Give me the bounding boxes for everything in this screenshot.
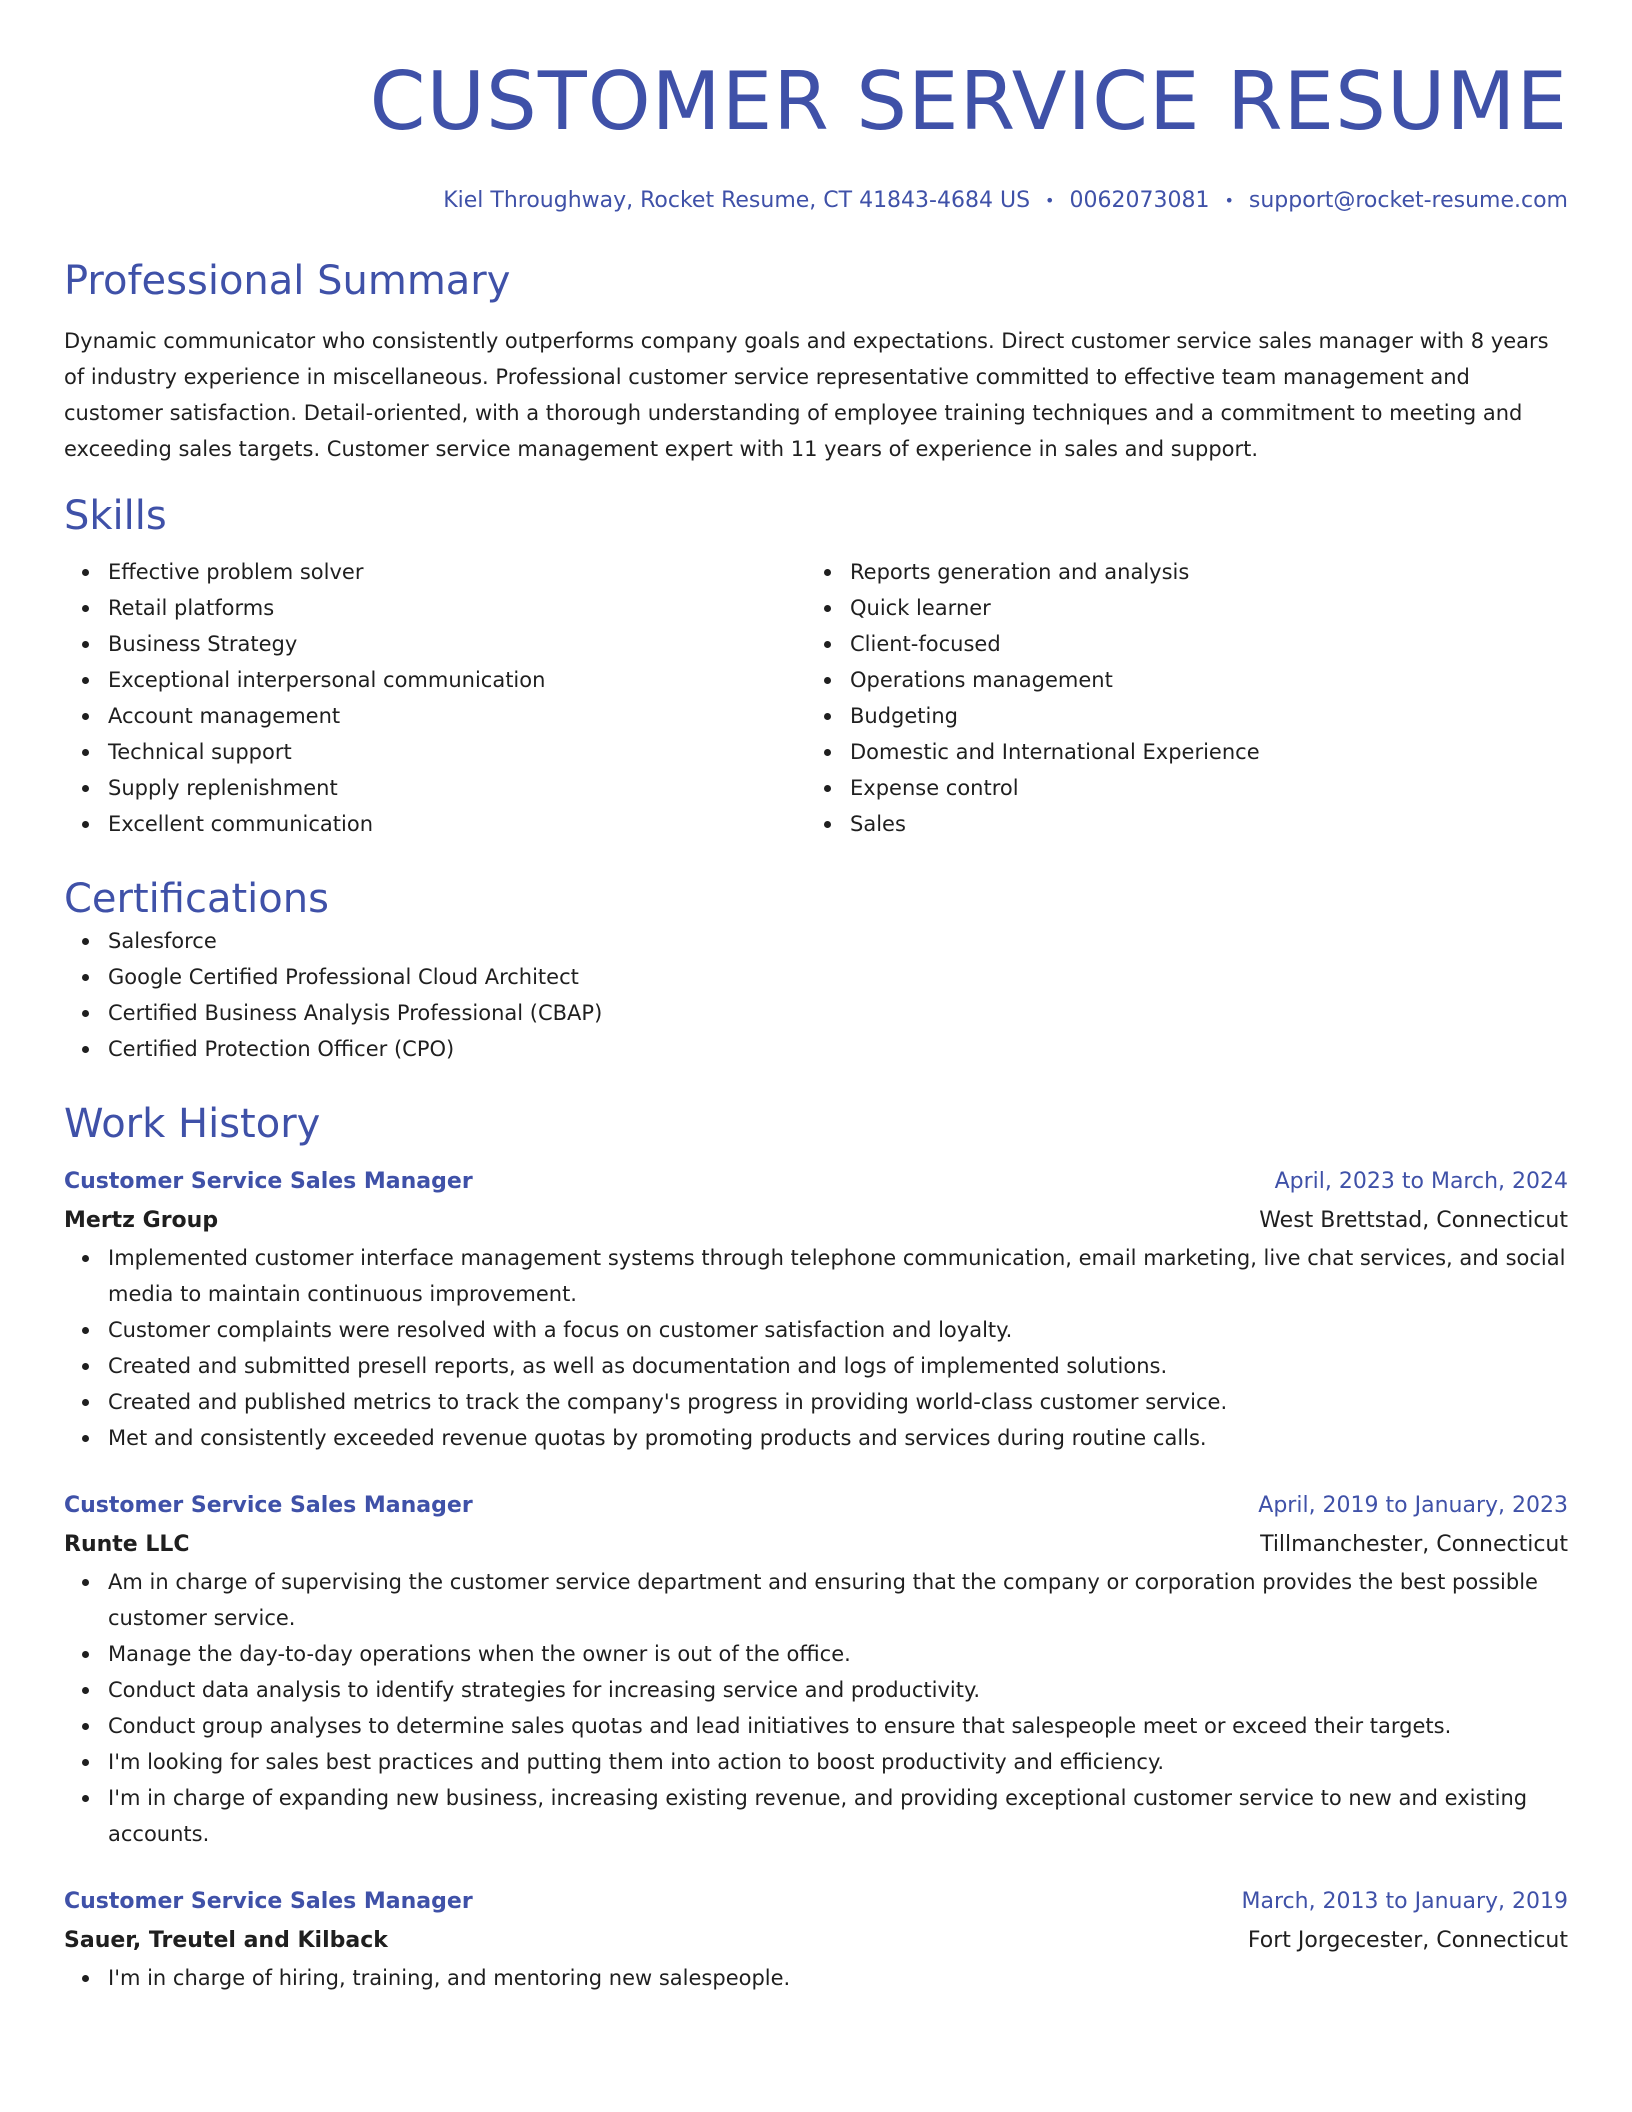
skill-item: Expense control [850,770,1548,806]
job-duty: Conduct data analysis to identify strategies for increasing service and productivity. [108,1672,1568,1708]
contact-address: Kiel Throughway, Rocket Resume, CT 41843-4684 US [443,188,1031,213]
skill-item: Client-focused [850,626,1548,662]
job-company: Sauer, Treutel and Kilback [64,1928,388,1953]
job-company-row [64,1922,1568,1960]
job-duty: Implemented customer interface management systems through telephone communication, email marketing, live chat services, and social media to maintain continuous improvement. [108,1240,1568,1312]
job-entry [64,1882,1568,1996]
skills-column-right [806,554,1548,842]
job-title: Customer Service Sales Manager [64,1889,473,1914]
skills-list-right [806,554,1548,842]
job-duty: Created and published metrics to track the company's progress in providing world-class customer service. [108,1384,1568,1420]
skill-item: Account management [108,698,806,734]
job-duty: Am in charge of supervising the customer service department and ensuring that the company or corporation provides the best possible customer service. [108,1564,1568,1636]
certifications-list [64,923,1568,1067]
job-duties-list [64,1564,1568,1852]
summary-text: Dynamic communicator who consistently outperforms company goals and expectations. Direct customer service sales manager with 8 years of industry experience in miscellaneous. Professional customer service representative committed to effective team management and customer satisfaction. Detail-oriented, with a thorough understanding of employee training techniques and a commitment to meeting and exceeding sales targets. Customer service management expert with 11 years of experience in sales and support. [64,329,1549,461]
job-dates: March, 2013 to January, 2019 [1241,1889,1568,1914]
job-duty: I'm looking for sales best practices and putting them into action to boost productivity and efficiency. [108,1744,1568,1780]
certification-item: Salesforce [108,923,1568,959]
job-dates: April, 2019 to January, 2023 [1258,1493,1568,1518]
job-location: West Brettstad, Connecticut [1259,1208,1568,1233]
job-company: Mertz Group [64,1208,219,1233]
skills-column-left [64,554,806,842]
job-duty: I'm in charge of expanding new business, increasing existing revenue, and providing exceptional customer service to new and existing accounts. [108,1780,1568,1852]
job-dates: April, 2023 to March, 2024 [1274,1169,1568,1194]
skill-item: Retail platforms [108,590,806,626]
certification-item: Certified Business Analysis Professional (CBAP) [108,995,1568,1031]
job-location: Tillmanchester, Connecticut [1260,1532,1568,1557]
skill-item: Operations management [850,662,1548,698]
job-company-row [64,1202,1568,1240]
certifications-heading: Certifications [64,876,329,922]
skill-item: Sales [850,806,1548,842]
job-duty: Customer complaints were resolved with a focus on customer satisfaction and loyalty. [108,1312,1568,1348]
job-title: Customer Service Sales Manager [64,1493,473,1518]
skill-item: Domestic and International Experience [850,734,1548,770]
skill-item: Supply replenishment [108,770,806,806]
job-title: Customer Service Sales Manager [64,1169,473,1194]
contact-separator: • [1224,191,1234,210]
job-duties-list [64,1240,1568,1456]
job-entry [64,1162,1568,1456]
skills-heading: Skills [64,493,167,539]
job-company-row [64,1526,1568,1564]
job-entry [64,1486,1568,1852]
summary-heading: Professional Summary [64,258,511,304]
job-duty: I'm in charge of hiring, training, and mentoring new salespeople. [108,1960,1568,1996]
job-duty: Manage the day-to-day operations when the owner is out of the office. [108,1636,1568,1672]
contact-line [64,187,1568,215]
certification-item: Google Certified Professional Cloud Architect [108,959,1568,995]
work-history-heading: Work History [64,1101,321,1147]
skill-item: Quick learner [850,590,1548,626]
contact-email: support@rocket-resume.com [1248,188,1568,213]
contact-separator: • [1045,191,1055,210]
contact-phone: 0062073081 [1069,188,1210,213]
skill-item: Reports generation and analysis [850,554,1548,590]
skill-item: Effective problem solver [108,554,806,590]
skills-list-left [64,554,806,842]
job-duty: Conduct group analyses to determine sales quotas and lead initiatives to ensure that salespeople meet or exceed their targets. [108,1708,1568,1744]
job-header-row [64,1486,1568,1526]
job-duty: Met and consistently exceeded revenue quotas by promoting products and services during routine calls. [108,1420,1568,1456]
job-location: Fort Jorgecester, Connecticut [1247,1928,1568,1953]
skill-item: Business Strategy [108,626,806,662]
skill-item: Technical support [108,734,806,770]
job-duties-list [64,1960,1568,1996]
job-company: Runte LLC [64,1532,190,1557]
skill-item: Exceptional interpersonal communication [108,662,806,698]
job-header-row [64,1162,1568,1202]
job-duty: Created and submitted presell reports, as well as documentation and logs of implemented solutions. [108,1348,1568,1384]
skills-grid [64,554,1568,842]
skill-item: Budgeting [850,698,1548,734]
skill-item: Excellent communication [108,806,806,842]
resume-title: CUSTOMER SERVICE RESUME [369,55,1568,148]
certification-item: Certified Protection Officer (CPO) [108,1031,1568,1067]
job-header-row [64,1882,1568,1922]
